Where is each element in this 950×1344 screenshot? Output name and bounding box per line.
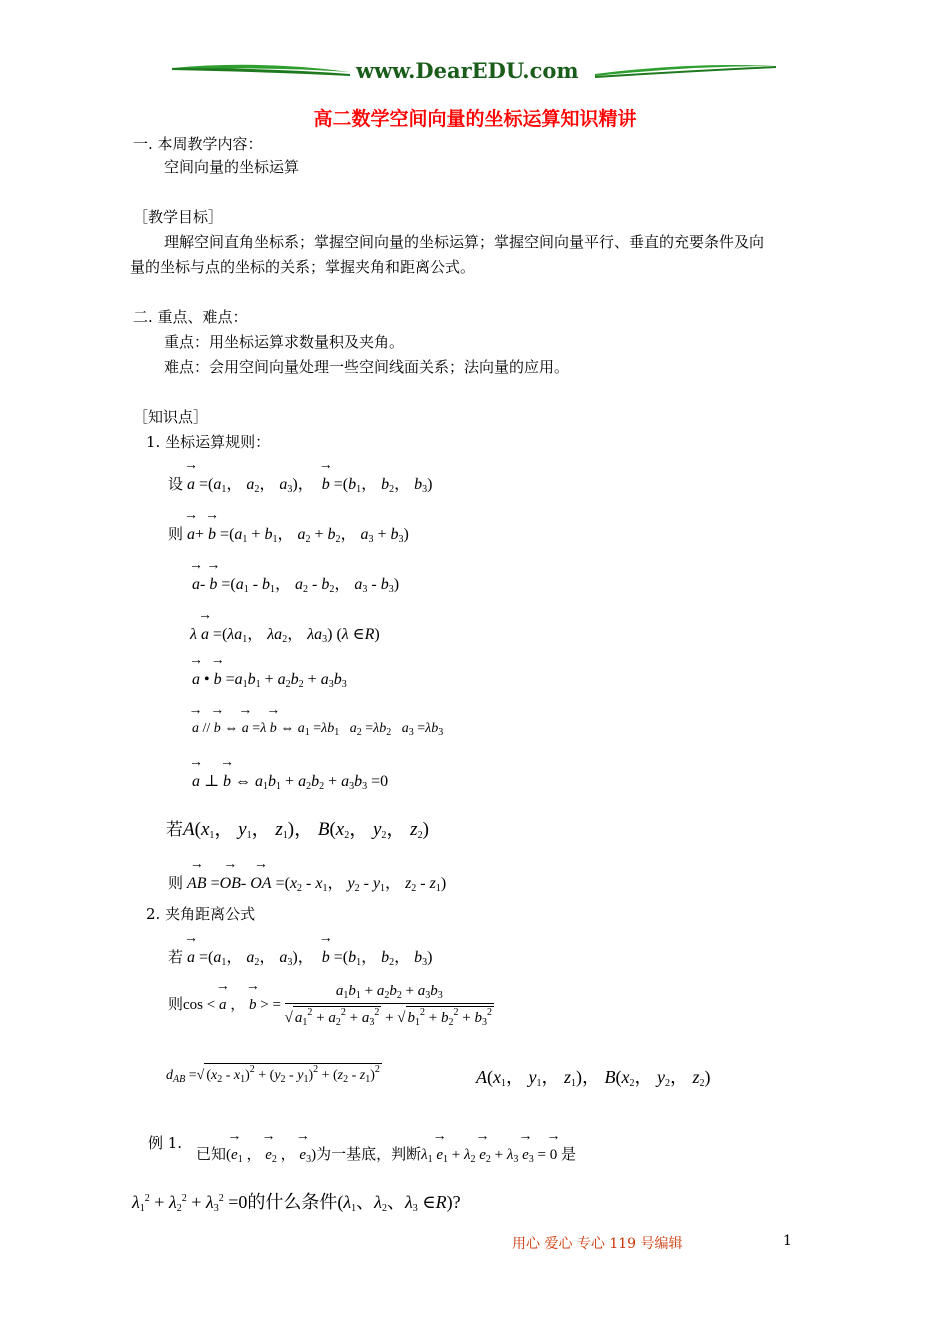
formula-dot: → a • → $b =a_1b_1 + a_2b_2 + a_3b_3$	[192, 671, 347, 690]
header-logo	[170, 56, 780, 86]
formula-sub: → $a- \to b =(a_1 - b_1$， $a_2 - b_2$， $a_3 - b_3$)	[192, 571, 399, 595]
formula-points: 若$A(x_1$， $y_1$， $z_1$)， $B(x_2$， $y_2$， $z_2$)	[166, 819, 429, 841]
example-label: 例 1.	[148, 1134, 183, 1152]
goals-line2: 量的坐标与点的坐标的关系；掌握夹角和距离公式。	[130, 258, 476, 276]
formula-add: 则 → $a+ \to b =(a_1 + b_1$， $a_2 + b_2$， $a_3 + b_3$)	[168, 521, 409, 545]
page-title: 高二数学空间向量的坐标运算知识精讲	[313, 108, 637, 130]
formula-distance: $d_{AB}$ =√ $(x_2 - x_1)^2 + (y_2 - y_1)^2 + (z_2 - z_1)^2$	[166, 1064, 380, 1085]
difficult-point: 难点：会用空间向量处理一些空间线面关系；法向量的应用。	[164, 358, 570, 376]
formula-perp: → a ⊥ → b ⇔ $a_1b_1 + a_2b_2 + a_3b_3 =0$	[192, 771, 388, 792]
knowledge-item1: 1. 坐标运算规则：	[146, 433, 271, 451]
section1-heading: 一. 本周教学内容：	[133, 135, 263, 153]
formula-parallel: → a // → b ⇔ → a =λ → b ⇔ $a_1 =\lambda b_1$ $a_2 =\lambda b_2$ $a_3 =\lambda b_3$	[192, 721, 443, 738]
goals-line1: 理解空间直角坐标系；掌握空间向量的坐标运算；掌握空间向量平行、垂直的充要条件及向	[164, 233, 765, 251]
formula-def2: 若 → $a =(a_1$， $a_2$， $a_3$)， → $b =(b_1$， $b_2$， $b_3$)	[168, 944, 432, 968]
logo-text[interactable]: www.DearEDU.com	[356, 58, 579, 83]
key-point: 重点：用坐标运算求数量积及夹角。	[164, 333, 405, 351]
footer-text: 用心 爱心 专心 119 号编辑	[512, 1236, 683, 1252]
formula-def: 设 → $a =(a_1$， $a_2$， $a_3$)， → $b =(b_1$， $b_2$， $b_3$)	[168, 471, 432, 495]
formula-ab: 则 → AB =→ OB- → OA $=(x_2 - x_1$， $y_2 - y_1$， $z_2 - z_1$)	[168, 870, 446, 894]
formula-points2: $A(x_1$， $y_1$， $z_1$)， $B(x_2$， $y_2$， $z_2$)	[476, 1067, 711, 1089]
section2-heading: 二. 重点、难点：	[133, 308, 248, 326]
goals-heading: ［教学目标］	[133, 208, 224, 226]
example-line1: 已知(→ $e_1$ ， → $e_2$ ， → $e_3$)为一基底，判断$\lambda_1 \to e_1 + \lambda_2 \to e_2 + \lambda_3 \to e_3$ = → 0 是	[196, 1143, 576, 1165]
page-number: 1	[783, 1233, 792, 1249]
formula-cos: 则cos < → a ， → b > = $\frac{a_1b_1 + a_2b_2 + a_3b_3}{√ a_1^2 + a_2^2 + a_3^2 + √ b_1^2 + b_2^2 + b_3^2}$	[168, 983, 494, 1028]
example-line2: $\lambda_1^2 + \lambda_2^2 + \lambda_3^2 =0$的什么条件($\lambda_1$、$\lambda_2$、$\lambda_3$ ∈R)?	[132, 1192, 461, 1214]
knowledge-heading: ［知识点］	[133, 408, 209, 426]
formula-scalar: $\lambda \to a =(\lambda a_1$， $\lambda a_2$， $\lambda a_3$) (λ ∈R)	[190, 621, 380, 645]
section1-content: 空间向量的坐标运算	[164, 158, 300, 176]
knowledge-item2: 2. 夹角距离公式	[146, 905, 256, 923]
